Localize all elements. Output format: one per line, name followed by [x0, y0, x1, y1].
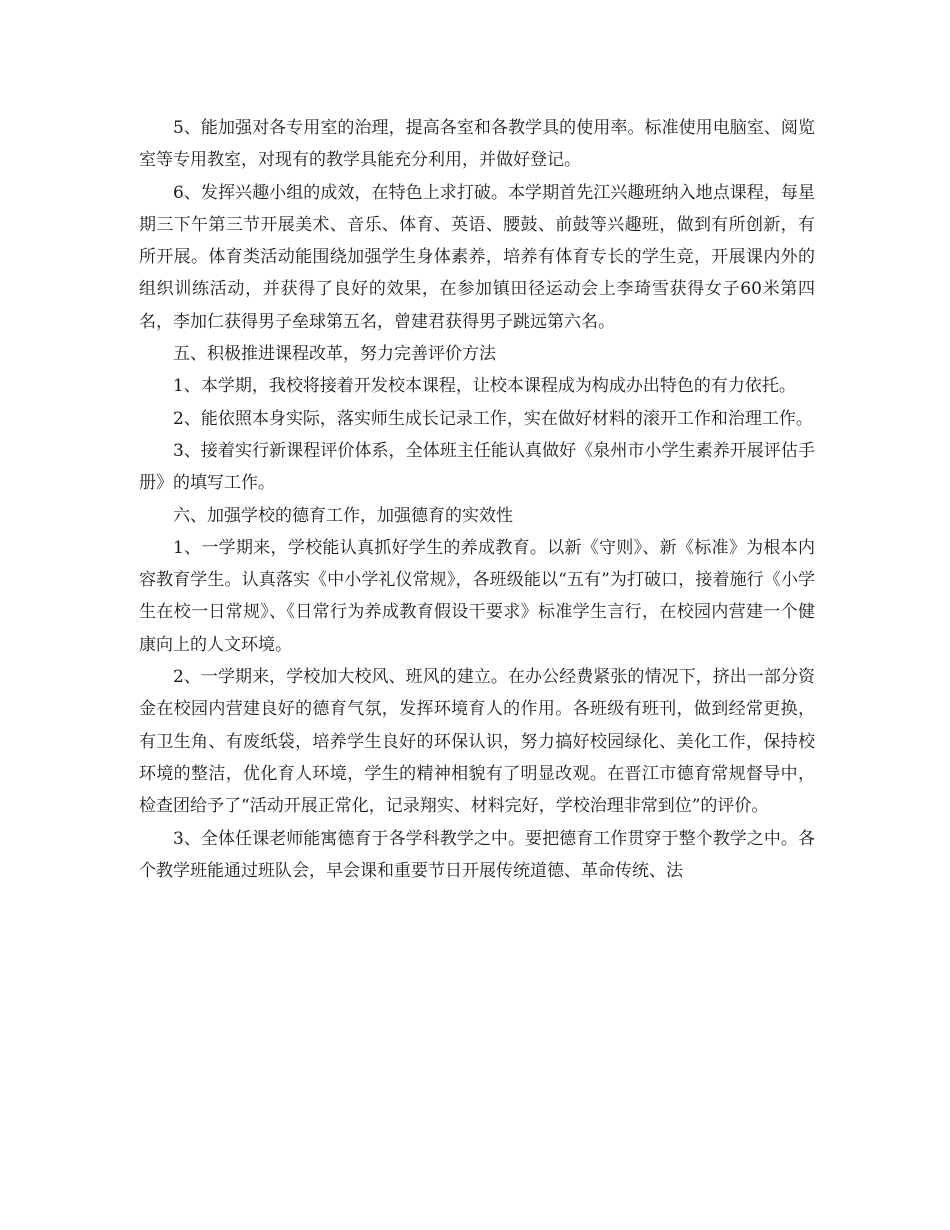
paragraph-moral-2: 2、一学期来，学校加大校风、班风的建立。在办公经费紧张的情况下，挤出一部分资金在校园内营建良好的德育气氛，发挥环境育人的作用。各班级有班刊，做到经常更换，有卫生角、有废纸袋，培养学生良好的环保认识，努力搞好校园绿化、美化工作，保持校环境的整洁，优化育人环境，学生的精神相貌有了明显改观。在晋江市德育常规督导中，检查团给予了“活动开展正常化，记录翔实、材料完好，学校治理非常到位”的评价。	[139, 667, 815, 817]
paragraph-moral-1: 1、一学期来，学校能认真抓好学生的养成教育。以新《守则》、新《标准》为根本内容教育学生。认真落实《中小学礼仪常规》，各班级能以“五有”为打破口，接着施行《小学生在校一日常规》、《日常行为养成教育假设干要求》标准学生言行，在校园内营建一个健康向上的人文环境。	[139, 537, 815, 655]
paragraph-curriculum-1: 1、本学期，我校将接着开发校本课程，让校本课程成为构成办出特色的有力依托。	[173, 376, 796, 397]
section-heading-5: 五、积极推进课程改革，努力完善评价方法	[173, 344, 496, 365]
paragraph-curriculum-2: 2、能依照本身实际，落实师生成长记录工作，实在做好材料的滚开工作和治理工作。	[173, 408, 813, 429]
paragraph-item-5-special-rooms: 5、能加强对各专用室的治理，提高各室和各教学具的使用率。标准使用电脑室、阅览室等专用教室，对现有的教学具能充分利用，并做好登记。	[139, 118, 815, 171]
paragraph-moral-3: 3、全体任课老师能寓德育于各学科教学之中。要把德育工作贯穿于整个教学之中。各个教学班能通过班队会，早会课和重要节日开展传统道德、革命传统、法	[139, 828, 815, 881]
document-page	[139, 112, 815, 887]
section-heading-6: 六、加强学校的德育工作，加强德育的实效性	[173, 505, 513, 526]
paragraph-curriculum-3: 3、接着实行新课程评价体系，全体班主任能认真做好《泉州市小学生素养开展评估手册》的填写工作。	[139, 440, 815, 494]
paragraph-item-6-interest-groups: 6、发挥兴趣小组的成效，在特色上求打破。本学期首先江兴趣班纳入地点课程，每星期三下午第三节开展美术、音乐、体育、英语、腰鼓、前鼓等兴趣班，做到有所创新，有所开展。体育类活动能围绕加强学生身体素养，培养有体育专长的学生竞，开展课内外的组织训练活动，并获得了良好的效果，在参加镇田径运动会上李琦雪获得女子60米第四名，李加仁获得男子垒球第五名，曾建君获得男子跳远第六名。	[139, 182, 815, 332]
